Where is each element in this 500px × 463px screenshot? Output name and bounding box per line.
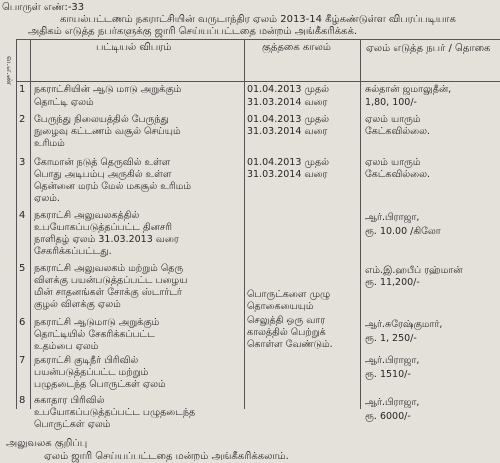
row-5-details-1: நகராட்சி அலுவலகம் மற்றும் தெரு xyxy=(34,263,184,274)
row-4-details-4: சேகரிக்கப்பட்டது. xyxy=(34,246,112,257)
office-note-text: ஏலம் ஜாரி செய்யப்பட்டதை மன்றம் அங்கீகரிக்கலாம். xyxy=(44,451,289,462)
row-8-bidder-2: ரூ. 6000/- xyxy=(365,411,411,422)
row-3-period-1: 01.04.2013 முதல் xyxy=(247,157,330,168)
row-5-details-2: விளக்கு பயன்படுத்தப்பட்ட பழைய xyxy=(34,275,188,286)
header-sno: வ.எ.ண் xyxy=(5,56,14,86)
row-6-bidder-1: ஆர்.சுரேஷ்குமார், xyxy=(365,319,443,330)
row-3-details-2: பொது அடிபம்பு அருகில் உள்ள xyxy=(34,169,172,180)
column-rule-period xyxy=(360,39,361,409)
column-rule-sno xyxy=(30,39,31,409)
row-8-no: 8 xyxy=(19,395,26,406)
row-1-details-1: நகராட்சியின் ஆடு மாடு அறுக்கும் xyxy=(34,84,182,95)
row-3-details-4: ஏலம். xyxy=(34,193,60,204)
row-3-period-2: 31.03.2014 வரை xyxy=(247,169,328,180)
row-1-period-1: 01.04.2013 முதல் xyxy=(247,84,330,95)
header-details: பட்டியல் விபரம் xyxy=(96,42,172,53)
row-2-bidder-2: கேட்கவில்லை. xyxy=(365,126,431,137)
row-4-bidder-1: ஆர்.பிராஜா, xyxy=(365,212,420,223)
row-2-details-2: நுழைவு கட்டணம் வசூல் செய்யும் xyxy=(34,126,181,137)
row-2-details-1: பேருந்து நிலையத்தில் பேருந்து xyxy=(34,114,169,125)
row-6-period-2: காலத்தில் பெற்றுக் xyxy=(247,327,326,338)
row-7-bidder-2: ரூ. 1510/- xyxy=(365,369,411,380)
row-3-no: 3 xyxy=(19,157,26,168)
row-2-bidder-1: ஏலம் யாரும் xyxy=(365,114,421,125)
row-1-period-2: 31.03.2014 வரை xyxy=(247,97,328,108)
row-4-bidder-2: ரூ. 10.00 /கிலோ xyxy=(365,226,441,237)
row-1-no: 1 xyxy=(19,84,26,95)
row-2-no: 2 xyxy=(19,114,26,125)
header-period: குத்தகை காலம் xyxy=(262,42,331,53)
row-6-period-1: செலுத்தி ஒரு வார xyxy=(247,315,326,326)
row-4-details-2: உபயோகப்படுத்தப்பட்ட தினசரி xyxy=(34,222,172,233)
subject-line: பொருள் எண்:-33 xyxy=(2,2,85,13)
row-2-period-2: 31.03.2014 வரை xyxy=(247,126,328,137)
row-5-details-3: மின் சாதனங்கள் சோக்கு ஸ்டார்டர் xyxy=(34,287,182,298)
intro-line-2: அதிகம் எடுத்த நபர்களுக்கு ஜாரி செய்யப்பட்டதை மன்றம் அங்கீகரிக்கக். xyxy=(28,26,358,37)
row-1-details-2: தொட்டி ஏலம் xyxy=(34,97,94,108)
row-5-details-4: குழல் விளக்கு ஏலம் xyxy=(34,299,121,310)
row-3-details-3: தென்னை மரம் மேல் மகசூல் உரிமம் xyxy=(34,181,191,192)
row-6-details-2: தொட்டியில் சேகரிக்கப்பட்ட xyxy=(34,329,155,340)
row-5-bidder-2: ரூ. 11,200/- xyxy=(365,277,420,288)
row-1-bidder-2: 1,80, 100/- xyxy=(365,97,417,108)
header-bidder: ஏலம் எடுத்த நபர் / தொகை xyxy=(366,43,491,54)
row-6-details-3: உதம்பை ஏலம் xyxy=(34,341,99,352)
row-6-period-3: கொள்ள வேண்டும். xyxy=(247,339,333,350)
row-5-period-3: பொருட்களை முழு xyxy=(247,289,331,300)
row-2-period-1: 01.04.2013 முதல் xyxy=(247,114,330,125)
row-2-details-3: உரிமம் xyxy=(34,138,65,149)
row-4-no: 4 xyxy=(19,210,26,221)
row-5-bidder-1: எம்.இ.ஹபீப் ரஹ்மான் xyxy=(365,265,463,276)
row-5-no: 5 xyxy=(19,263,26,274)
column-rule-details xyxy=(244,39,245,409)
column-rule-left xyxy=(16,39,17,409)
row-8-bidder-1: ஆர்.பிராஜா, xyxy=(365,397,420,408)
row-4-details-3: நாளிதழ் ஏலம் 31.03.2013 வரை xyxy=(34,234,179,245)
row-8-details-3: பொருட்கள் ஏலம் xyxy=(34,419,111,430)
row-1-bidder-1: சுல்தான் ஜமாலுதீன், xyxy=(365,84,452,95)
row-6-bidder-2: ரூ. 1, 250/- xyxy=(365,333,417,344)
row-3-details-1: கோமான் நடுத் தெருவில் உள்ள xyxy=(34,157,171,168)
intro-line-1: காயல்பட்டணம் நகராட்சியின் வருடாந்திர ஏலம் 2013-14 கீழ்கண்டுள்ள விபரப்படியாக xyxy=(60,14,456,25)
row-6-no: 6 xyxy=(19,317,26,328)
row-8-details-2: உபயோகப்படுத்தப்பட்ட பழுதடைந்த xyxy=(34,407,196,418)
row-7-details-2: பயன்படுத்தப்பட்ட மற்றும் xyxy=(34,367,149,378)
office-note-title: அலுவலக குறிப்பு xyxy=(6,438,88,449)
row-6-details-1: நகராட்சி ஆடுமாடு அறுக்கும் xyxy=(34,317,160,328)
row-8-details-1: சுகாதார பிரிவில் xyxy=(34,395,105,406)
row-7-no: 7 xyxy=(19,355,26,366)
row-7-bidder-1: ஆர்.பிராஜா, xyxy=(365,355,420,366)
table-header-rule xyxy=(16,81,500,82)
row-4-details-1: நகராட்சி அலுவலகத்தில் xyxy=(34,210,140,221)
row-5-period-4: தொகையையும் xyxy=(247,301,314,312)
row-3-bidder-2: கேட்கவில்லை. xyxy=(365,169,431,180)
row-7-details-1: நகராட்சி குடிநீர் பிரிவில் xyxy=(34,355,139,366)
row-7-details-3: பழுதடைந்த பொருட்கள் ஏலம் xyxy=(34,379,166,390)
row-3-bidder-1: ஏலம் யாரும் xyxy=(365,157,421,168)
